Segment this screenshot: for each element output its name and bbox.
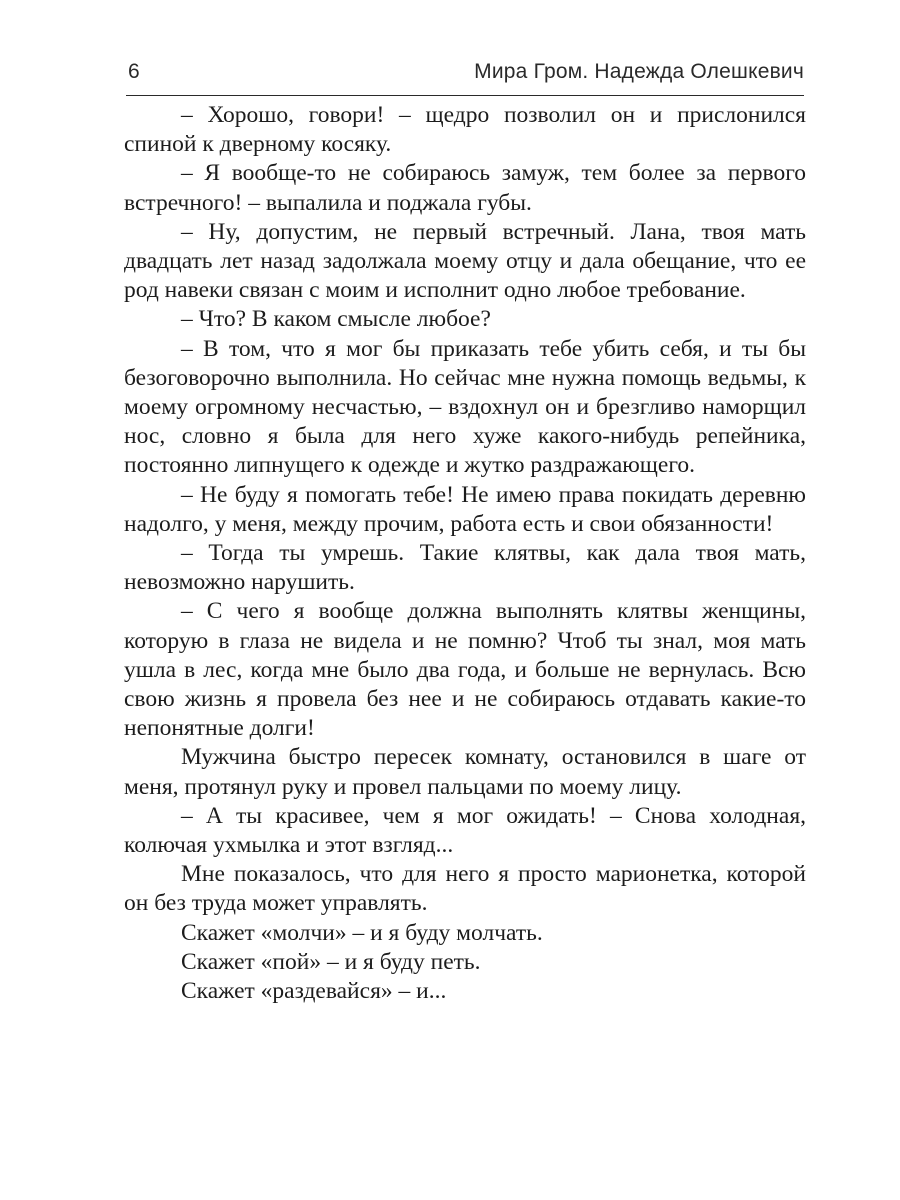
paragraph: Мужчина быстро пересек комнату, остановился в шаге от меня, протянул руку и провел пальцами по моему лицу. [124, 744, 806, 800]
paragraph: Скажет «молчи» – и я буду молчать. [181, 919, 543, 946]
paragraph: – С чего я вообще должна выполнять клятвы женщины, которую в глаза не видела и не помню? Чтоб ты знал, моя мать ушла в лес, когда мне было два года, и больше не вернулась. Всю свою жизнь я провела без нее и не собираюсь отдавать какие-то непонятные долги! [124, 598, 806, 742]
paragraph: Скажет «пой» – и я буду петь. [181, 948, 481, 975]
paragraph: – В том, что я мог бы приказать тебе убить себя, и ты бы безоговорочно выполнила. Но сейчас мне нужна помощь ведьмы, к моему огромному несчастью, – вздохнул он и брезгливо наморщил нос, словно я была для него хуже какого-нибудь репейника, постоянно липнущего к одежде и жутко раздражающего. [124, 335, 806, 479]
paragraph: – Хорошо, говори! – щедро позволил он и прислонился спиной к дверному косяку. [124, 102, 806, 158]
running-title: Мира Гром. Надежда Олешкевич [474, 60, 804, 83]
page-body [124, 101, 806, 1006]
paragraph: – Что? В каком смысле любое? [181, 306, 491, 333]
paragraph: – Я вообще-то не собираюсь замуж, тем более за первого встречного! – выпалила и поджала губы. [124, 160, 806, 216]
page-number: 6 [128, 60, 140, 83]
paragraph: – Ну, допустим, не первый встречный. Лана, твоя мать двадцать лет назад задолжала моему отцу и дала обещание, что ее род навеки связан с моим и исполнит одно любое требование. [124, 218, 806, 304]
paragraph: – Тогда ты умрешь. Такие клятвы, как дала твоя мать, невозможно нарушить. [124, 540, 806, 596]
header-rule [126, 95, 804, 96]
paragraph: Скажет «раздевайся» – и... [181, 978, 447, 1005]
paragraph: – А ты красивее, чем я мог ожидать! – Снова холодная, колючая ухмылка и этот взгляд... [124, 802, 806, 859]
paragraph: – Не буду я помогать тебе! Не имею права покидать деревню надолго, у меня, между прочим, работа есть и свои обязанности! [124, 481, 806, 537]
paragraph: Мне показалось, что для него я просто марионетка, которой он без труда может управлять. [124, 861, 806, 917]
running-header [126, 56, 804, 92]
